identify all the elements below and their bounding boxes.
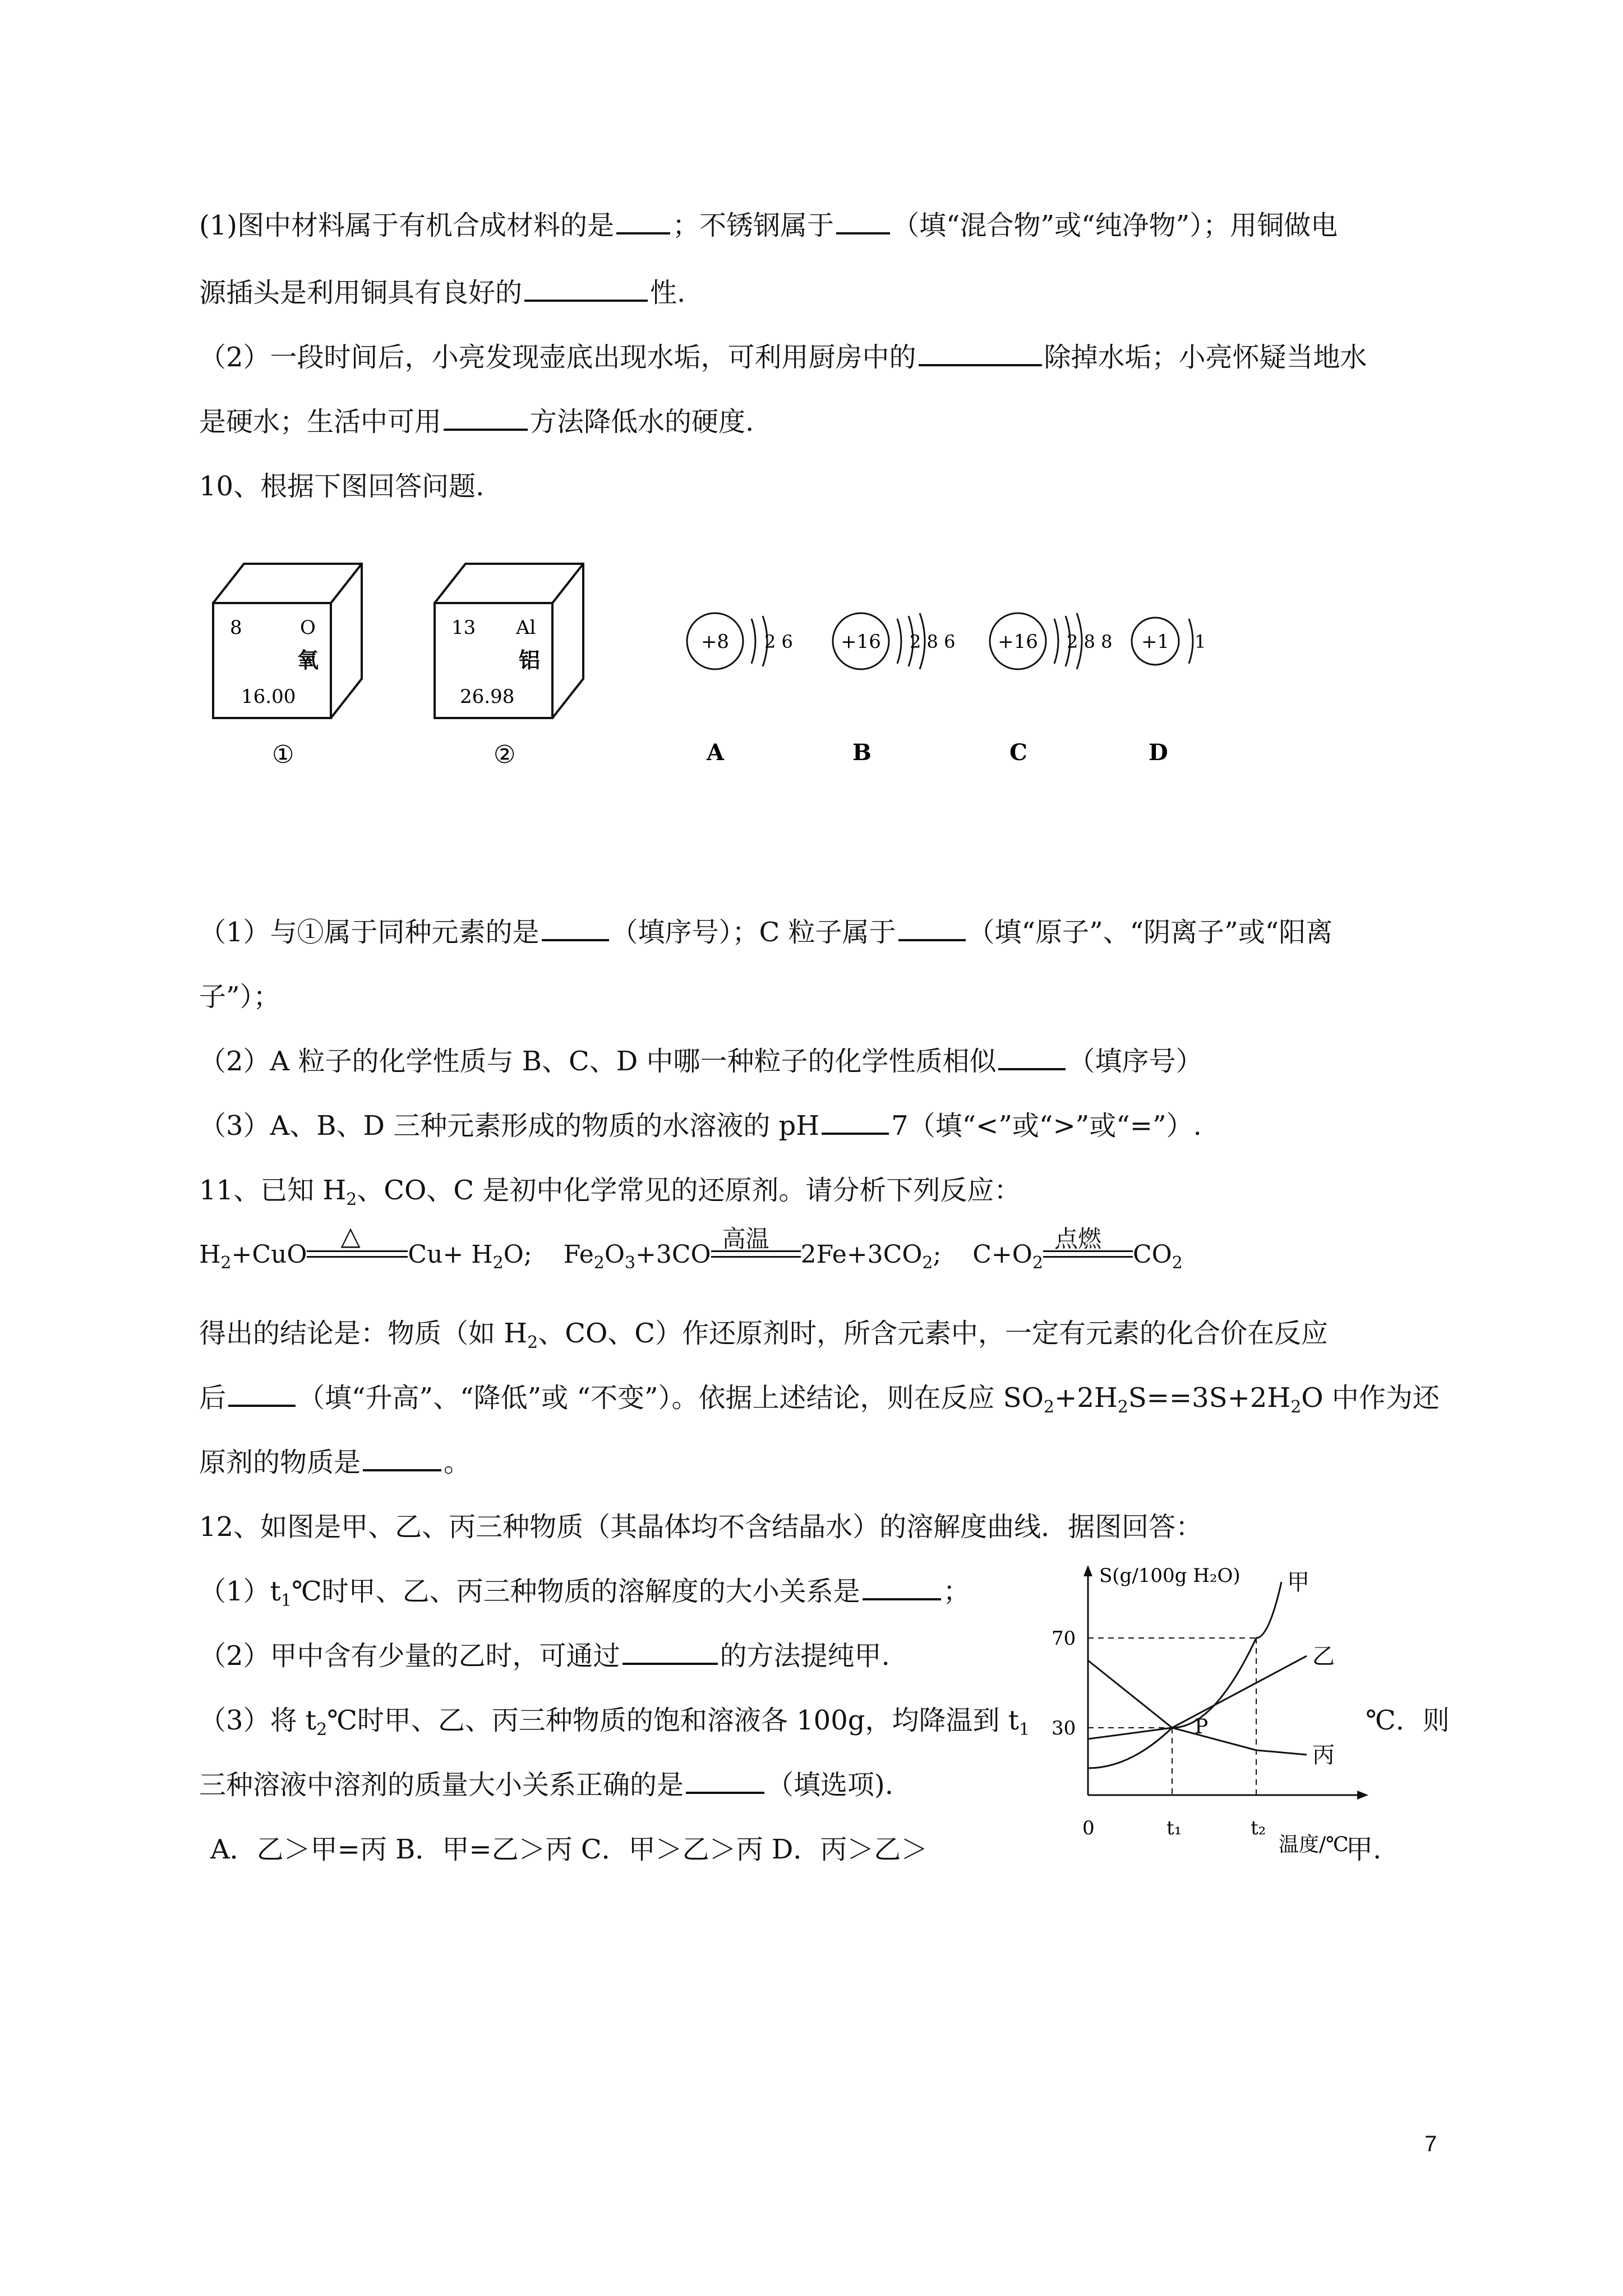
- y-axis-arrow: [1083, 1565, 1092, 1576]
- figure-label: ②: [494, 740, 516, 769]
- blank[interactable]: [863, 1576, 941, 1600]
- series-line-3: [1088, 1660, 1307, 1755]
- blank[interactable]: [836, 210, 890, 234]
- atom-structure-b: [833, 613, 955, 766]
- condition-arrow: [711, 1225, 801, 1265]
- element-name: 铝: [519, 647, 541, 673]
- q12-line1: $(1)t_1℃$时甲、乙、丙三种物质的溶解度的大小关系是 ；: [199, 1576, 970, 1611]
- nucleus-charge: +16: [841, 631, 881, 653]
- q11-text: 后: [199, 1382, 227, 1414]
- q10-line2: 子”）；: [199, 981, 280, 1013]
- q11-text: 、CO、C）作还原剂时，所含元素中，一定有元素的化合价在反应: [538, 1318, 1329, 1349]
- q9-text: 源插头是利用铜具有良好的: [199, 277, 523, 309]
- q9-text: ；不锈钢属于: [672, 210, 834, 241]
- solubility-chart: [1043, 1559, 1413, 1874]
- q9-text: （2）一段时间后，小亮发现壶底出现水垢，可利用厨房中的: [199, 342, 916, 373]
- q12-text: 的方法提纯甲.: [720, 1640, 890, 1672]
- q11-text: 原剂的物质是: [199, 1447, 361, 1478]
- q11-conclusion-3: [199, 1444, 471, 1480]
- q12-text: （2）甲中含有少量的乙时，可通过: [199, 1640, 620, 1672]
- element-symbol: O: [300, 616, 316, 639]
- q12-text: 三种溶液中溶剂的质量大小关系正确的是: [199, 1769, 684, 1801]
- blank[interactable]: [822, 1110, 889, 1135]
- q10-text: 7（填“<”或“>”或“=”）.: [891, 1110, 1202, 1142]
- x-axis-label: 温度/℃: [1279, 1833, 1349, 1856]
- x-tick-label: t₂: [1251, 1817, 1266, 1839]
- element-name: 氧: [297, 647, 319, 673]
- q12-text: （3）将 t: [199, 1705, 317, 1736]
- figure-label: A: [707, 739, 725, 766]
- q11-title: 11、已知 $H_2$、CO、C 是初中化学常见的还原剂。请分析下列反应：: [199, 1175, 1021, 1209]
- nucleus-charge: +16: [998, 631, 1038, 653]
- q11-text: （填“升高”、“降低”或 “不变”）。依据上述结论，则在反应 SO: [298, 1382, 1044, 1414]
- blank[interactable]: [524, 277, 648, 302]
- q12-text: ；: [943, 1576, 970, 1607]
- atomic-number: 8: [230, 616, 242, 639]
- series-line-1: [1088, 1582, 1281, 1768]
- q12-line4: [199, 1767, 893, 1803]
- q9-line2: [199, 275, 685, 311]
- q12-text: ℃时甲、乙、丙三种物质的溶解度的大小关系是: [291, 1576, 860, 1607]
- q11-conclusion-2: 后 （填“升高”、“降低”或 “不变”）。依据上述结论，则在反应 $SO_2+2H_2S==3S+2H_2O$ 中作为还: [199, 1382, 1440, 1417]
- q9-text: 除掉水垢；小亮怀疑当地水: [1044, 342, 1367, 373]
- nucleus-charge: +8: [700, 631, 730, 653]
- q11-text: 。: [444, 1447, 471, 1478]
- q12-text: （1）t: [199, 1576, 281, 1607]
- y-tick-label: 30: [1052, 1717, 1076, 1740]
- q12-title: 12、如图是甲、乙、丙三种物质（其晶体均不含结晶水）的溶解度曲线．据图回答：: [199, 1511, 1203, 1543]
- page-number: 7: [1424, 2132, 1437, 2156]
- atomic-mass: 16.00: [241, 685, 296, 708]
- q12-text: （填选项).: [767, 1769, 894, 1801]
- q11-text: 11、已知 H: [199, 1175, 347, 1206]
- electron-shells: 2 8 8: [1067, 631, 1113, 652]
- figure-label: ①: [272, 740, 294, 769]
- blank[interactable]: [898, 917, 966, 941]
- q9-text: 方法降低水的硬度.: [530, 406, 754, 438]
- nucleus-charge: +1: [1141, 631, 1170, 653]
- series-label-2: 乙: [1312, 1644, 1335, 1669]
- q9-text: （填“混合物”或“纯净物”）；用铜做电: [892, 210, 1338, 241]
- q9-line3: [199, 339, 1367, 375]
- blank[interactable]: [686, 1769, 764, 1794]
- condition-arrow: [1043, 1225, 1133, 1265]
- q10-text: （填序号）；C 粒子属于: [611, 917, 896, 948]
- q10-line1: [199, 914, 1332, 950]
- figure-label: B: [852, 739, 872, 766]
- blank[interactable]: [616, 210, 670, 234]
- q9-line4: [199, 404, 754, 440]
- q12-line3-tail: ℃．则: [1366, 1705, 1450, 1736]
- blank[interactable]: [444, 406, 528, 431]
- q9-text: 是硬水；生活中可用: [199, 406, 442, 438]
- atom-structure-c: [990, 613, 1112, 766]
- blank[interactable]: [363, 1447, 441, 1471]
- q12-text: ℃时甲、乙、丙三种物质的饱和溶液各 100g，均降温到 t: [327, 1705, 1020, 1736]
- y-axis-label: S(g/100g H₂O): [1099, 1565, 1241, 1587]
- q10-line4: [199, 1108, 1202, 1144]
- figure-label: D: [1149, 739, 1168, 766]
- q10-text: （填序号）: [1068, 1046, 1203, 1077]
- condition-arrow: [307, 1221, 408, 1265]
- x-axis-arrow: [1357, 1791, 1368, 1800]
- q9-line1: [199, 208, 1338, 243]
- q9-text: (1)图中材料属于有机合成材料的是: [199, 210, 614, 241]
- blank[interactable]: [228, 1382, 296, 1407]
- blank[interactable]: [919, 342, 1042, 366]
- blank[interactable]: [623, 1640, 718, 1665]
- q9-text: 性.: [650, 277, 686, 309]
- element-symbol: Al: [516, 616, 536, 639]
- q12-line2: [199, 1638, 890, 1674]
- blank[interactable]: [998, 1046, 1066, 1070]
- q10-figure: [202, 553, 1245, 777]
- q11-equations: $H_2+CuO$ △ $Cu+ H_2O$; $Fe_2O_3+3CO$ 高温 $2Fe+3CO_2$; $C+O_2$ 点燃 $CO_2$: [199, 1237, 1183, 1273]
- q10-text: （1）与①属于同种元素的是: [199, 917, 540, 948]
- condition-text: 点燃: [1054, 1225, 1101, 1253]
- y-tick-label: 70: [1052, 1627, 1076, 1650]
- point-label-p: P: [1195, 1715, 1209, 1738]
- series-label-3: 丙: [1312, 1742, 1335, 1768]
- q11-text: 、CO、C 是初中化学常见的还原剂。请分析下列反应：: [357, 1175, 1021, 1206]
- condition-text: 高温: [722, 1225, 769, 1253]
- atom-structure-a: [687, 613, 793, 766]
- atomic-mass: 26.98: [460, 685, 515, 708]
- series-label-1: 甲: [1287, 1570, 1310, 1595]
- electron-shells: 2 8 6: [910, 631, 956, 652]
- q10-line3: [199, 1043, 1202, 1079]
- q12-options-tail: 甲.: [1346, 1834, 1382, 1865]
- x-tick-label: t₁: [1166, 1817, 1182, 1839]
- x-tick-label: 0: [1082, 1817, 1095, 1839]
- q10-text: （填“原子”、“阴离子”或“阳离: [967, 917, 1333, 948]
- heat-symbol: △: [340, 1221, 361, 1251]
- q12-line3: （3）将 $t_2℃$时甲、乙、丙三种物质的饱和溶液各 100g，均降温到 $t_1$: [199, 1705, 1030, 1740]
- q10-text: （3）A、B、D 三种元素形成的物质的水溶液的 pH: [199, 1110, 820, 1142]
- electron-shells: 1: [1195, 631, 1206, 652]
- q10-title: 10、根据下图回答问题.: [199, 471, 485, 502]
- blank[interactable]: [542, 917, 609, 941]
- figure-label: C: [1009, 739, 1027, 766]
- q10-text: （2）A 粒子的化学性质与 B、C、D 中哪一种粒子的化学性质相似: [199, 1046, 997, 1077]
- q11-text: 得出的结论是：物质（如 H: [199, 1318, 528, 1349]
- electron-shells: 2 6: [764, 631, 793, 652]
- q11-conclusion-1: 得出的结论是：物质（如 $H_2$、CO、C）作还原剂时，所含元素中，一定有元素的化合价在反应: [199, 1318, 1329, 1352]
- q12-options: A．乙＞甲=丙 B．甲=乙＞丙 C．甲＞乙＞丙 D．丙＞乙＞: [210, 1834, 928, 1865]
- atomic-number: 13: [451, 616, 476, 639]
- atom-structure-d: [1132, 618, 1206, 766]
